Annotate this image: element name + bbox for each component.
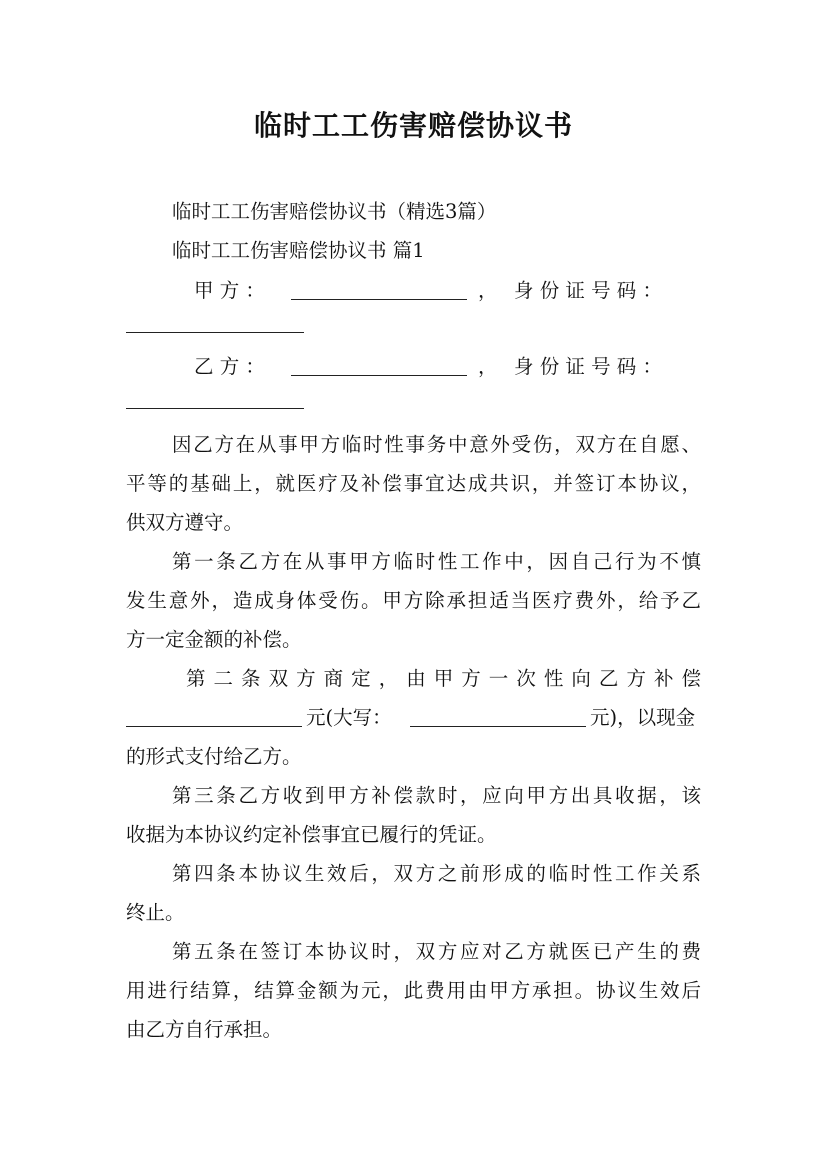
party-a-id-label: 身 份 证 号 码 ： xyxy=(514,279,662,302)
comma: ， xyxy=(478,355,498,378)
article4-line-2: 终止。 xyxy=(126,901,185,924)
amount-blank xyxy=(126,706,302,727)
party-a-name-blank xyxy=(291,279,467,300)
intro-line-2: 平等的基础上，就医疗及补偿事宜达成共识，并签订本协议， xyxy=(126,472,701,495)
article3-line-1: 第三条乙方收到甲方补偿款时，应向甲方出具收据，该 xyxy=(172,784,701,807)
article5-line-2: 用进行结算，结算金额为元，此费用由甲方承担。协议生效后 xyxy=(126,979,701,1002)
intro-line-3: 供双方遵守。 xyxy=(126,511,244,534)
article1-line-1: 第一条乙方在从事甲方临时性工作中，因自己行为不慎 xyxy=(172,550,701,573)
article1-line-3: 方一定金额的补偿。 xyxy=(126,628,302,651)
party-a-id-row xyxy=(126,312,701,341)
document-title: 临时工工伤害赔偿协议书 xyxy=(253,109,573,142)
article2-line-3: 的形式支付给乙方。 xyxy=(126,745,302,768)
section-heading: 临时工工伤害赔偿协议书 篇1 xyxy=(172,239,425,262)
article4-line-1: 第四条本协议生效后，双方之前形成的临时性工作关系 xyxy=(172,862,701,885)
article3-line-2: 收据为本协议约定补偿事宜已履行的凭证。 xyxy=(126,823,497,846)
article2-daxie-label: 元(大写： xyxy=(306,706,392,729)
comma: ， xyxy=(478,279,498,302)
party-b-id-label: 身 份 证 号 码 ： xyxy=(514,355,662,378)
article2-line-1: 第 二 条 双 方 商 定 ， 由 甲 方 一 次 性 向 乙 方 补 偿 xyxy=(186,667,701,690)
intro-line-1: 因乙方在从事甲方临时性事务中意外受伤，双方在自愿、 xyxy=(172,433,701,456)
article2-cash-label: 元)，以现金 xyxy=(590,706,696,729)
party-b-id-row xyxy=(126,388,701,417)
party-b-label: 乙 方 ： xyxy=(194,355,265,378)
party-b-id-blank xyxy=(126,388,304,409)
article5-line-3: 由乙方自行承担。 xyxy=(126,1018,283,1041)
article1-line-2: 发生意外，造成身体受伤。甲方除承担适当医疗费外，给予乙 xyxy=(126,589,701,612)
subtitle: 临时工工伤害赔偿协议书（精选3篇） xyxy=(172,200,497,223)
article5-line-1: 第五条在签订本协议时，双方应对乙方就医已产生的费 xyxy=(172,940,701,963)
party-a-id-blank xyxy=(126,312,304,333)
amount-daxie-blank xyxy=(410,706,586,727)
party-a-label: 甲 方 ： xyxy=(194,279,265,302)
party-b-name-blank xyxy=(291,355,467,376)
